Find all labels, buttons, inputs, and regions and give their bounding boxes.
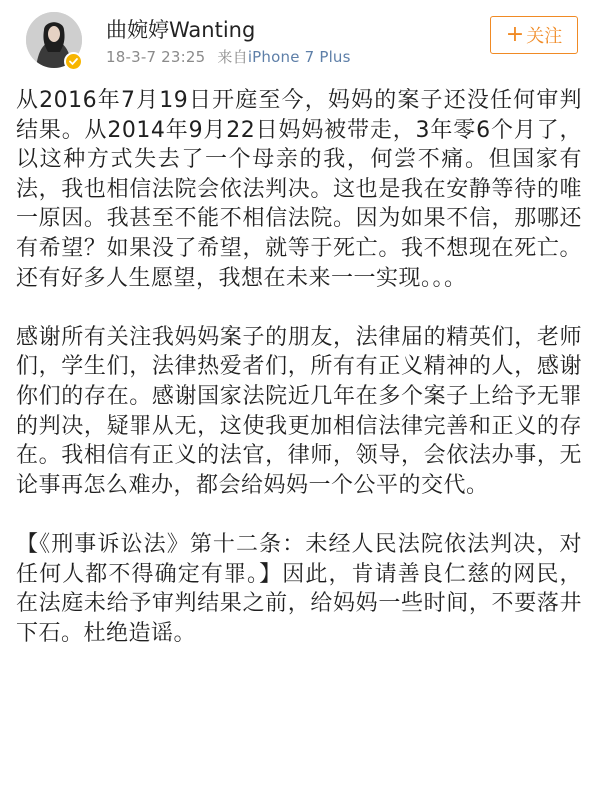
paragraph-gap (16, 500, 582, 530)
plus-icon: + (505, 22, 525, 47)
post-body (16, 86, 582, 648)
post-paragraph: 【《刑事诉讼法》第十二条：未经人民法院依法判决，对任何人都不得确定有罪。】因此，肯请善良仁慈的网民，在法庭未给予审判结果之前，给妈妈一些时间，不要落井下石。杜绝造谣。 (16, 531, 582, 646)
post-paragraph: 从2016年7月19日开庭至今，妈妈的案子还没任何审判结果。从2014年9月22日妈妈被带走，3年零6个月了，以这种方式失去了一个母亲的我，何尝不痛。但国家有法，我也相信法院会依法判决。这也是我在安静等待的唯一原因。我甚至不能不相信法院。因为如果不信，那哪还有希望？如果没了希望，就等于死亡。我不想现在死亡。还有好多人生愿望，我想在未来一一实现。。。 (16, 88, 582, 291)
author-name[interactable]: 曲婉婷Wanting (106, 18, 256, 42)
follow-label: 关注 (526, 26, 563, 47)
post-meta (106, 46, 351, 67)
post-timestamp: 18-3-7 23:25 (106, 48, 206, 66)
post-paragraph: 感谢所有关注我妈妈案子的朋友，法律届的精英们，老师们，学生们，法律热爱者们，所有有正义精神的人，感谢你们的存在。感谢国家法院近几年在多个案子上给予无罪的判决，疑罪从无，这使我更加相信法律完善和正义的存在。我相信有正义的法官，律师，领导，会依法办事，无论事再怎么难办，都会给妈妈一个公平的交代。 (16, 324, 582, 498)
verified-badge-glyph (68, 56, 79, 67)
source-prefix: 来自 (217, 48, 248, 66)
post-source[interactable]: iPhone 7 Plus (247, 48, 351, 66)
paragraph-gap (16, 293, 582, 323)
post-header (0, 0, 600, 80)
verified-badge-icon (64, 52, 83, 71)
follow-button[interactable] (490, 16, 578, 54)
